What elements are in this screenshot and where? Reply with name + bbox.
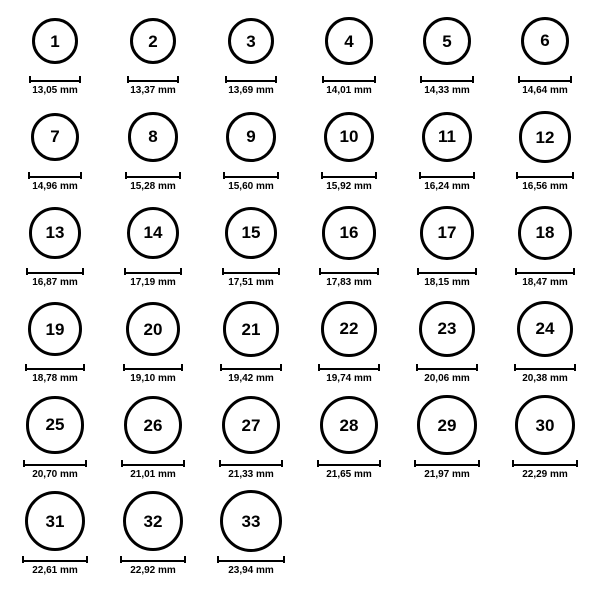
ring-diameter-value: 16,87 mm xyxy=(32,277,78,288)
ring-size-cell[interactable] xyxy=(104,296,202,392)
dimension-line-icon xyxy=(220,364,281,371)
ring-circle-wrap xyxy=(222,392,280,458)
ring-size-cell[interactable] xyxy=(104,8,202,104)
ring-size-label: 2 xyxy=(148,31,158,51)
dimension-line-icon xyxy=(417,268,476,275)
ring-circle-wrap xyxy=(419,296,475,362)
ring-circle-wrap xyxy=(28,296,82,362)
ring-circle-icon xyxy=(29,207,81,259)
dimension-line-icon xyxy=(416,364,478,371)
ring-size-label: 8 xyxy=(148,127,158,147)
ring-diameter-value: 19,74 mm xyxy=(326,373,372,384)
ring-circle-icon xyxy=(519,111,570,162)
dimension-indicator xyxy=(124,268,182,288)
ring-size-cell[interactable] xyxy=(104,104,202,200)
ring-size-cell[interactable] xyxy=(104,392,202,488)
ring-size-grid xyxy=(6,8,594,584)
ring-size-cell[interactable] xyxy=(6,200,104,296)
ring-circle-icon xyxy=(25,491,85,551)
dimension-indicator xyxy=(220,364,281,384)
dimension-indicator xyxy=(125,172,180,192)
ring-circle-icon xyxy=(220,490,282,552)
ring-size-label: 20 xyxy=(143,319,163,339)
ring-circle-icon xyxy=(515,395,575,455)
ring-diameter-value: 19,42 mm xyxy=(228,373,274,384)
ring-circle-wrap xyxy=(127,200,179,266)
ring-size-cell[interactable] xyxy=(300,296,398,392)
ring-size-label: 7 xyxy=(50,127,60,147)
ring-circle-wrap xyxy=(423,8,471,74)
dimension-indicator xyxy=(225,76,278,96)
dimension-line-icon xyxy=(223,172,279,179)
ring-circle-wrap xyxy=(26,392,83,458)
ring-size-label: 13 xyxy=(45,223,65,243)
ring-size-cell[interactable] xyxy=(300,8,398,104)
ring-size-cell[interactable] xyxy=(202,488,300,584)
dimension-line-icon xyxy=(217,556,285,563)
ring-circle-wrap xyxy=(517,296,574,362)
ring-size-label: 3 xyxy=(246,31,256,51)
dimension-indicator xyxy=(25,364,85,384)
dimension-line-icon xyxy=(420,76,474,83)
ring-size-label: 26 xyxy=(143,415,163,435)
dimension-line-icon xyxy=(512,460,578,467)
ring-circle-icon xyxy=(226,112,276,162)
dimension-line-icon xyxy=(123,364,184,371)
ring-circle-wrap xyxy=(521,8,569,74)
ring-circle-wrap xyxy=(320,392,379,458)
ring-circle-icon xyxy=(324,112,374,162)
dimension-line-icon xyxy=(414,460,479,467)
ring-circle-wrap xyxy=(29,200,81,266)
ring-size-cell[interactable] xyxy=(398,8,496,104)
dimension-line-icon xyxy=(29,76,81,83)
ring-size-label: 33 xyxy=(241,511,261,531)
ring-circle-wrap xyxy=(130,8,176,74)
ring-circle-icon xyxy=(222,396,280,454)
ring-diameter-value: 18,78 mm xyxy=(32,373,78,384)
dimension-indicator xyxy=(319,268,378,288)
ring-circle-icon xyxy=(32,18,78,64)
ring-circle-wrap xyxy=(128,104,177,170)
ring-circle-wrap xyxy=(124,392,182,458)
dimension-indicator xyxy=(321,172,377,192)
dimension-line-icon xyxy=(22,556,88,563)
dimension-line-icon xyxy=(225,76,278,83)
ring-size-cell[interactable] xyxy=(496,8,594,104)
ring-size-cell[interactable] xyxy=(6,488,104,584)
ring-circle-icon xyxy=(225,207,278,260)
ring-size-cell[interactable] xyxy=(202,392,300,488)
dimension-indicator xyxy=(127,76,179,96)
dimension-indicator xyxy=(120,556,187,576)
ring-diameter-value: 21,01 mm xyxy=(130,469,176,480)
dimension-line-icon xyxy=(127,76,179,83)
ring-circle-icon xyxy=(321,301,377,357)
dimension-line-icon xyxy=(124,268,182,275)
ring-circle-wrap xyxy=(324,104,374,170)
ring-size-cell[interactable] xyxy=(202,296,300,392)
ring-diameter-value: 21,97 mm xyxy=(424,469,470,480)
ring-size-cell[interactable] xyxy=(6,8,104,104)
ring-diameter-value: 22,29 mm xyxy=(522,469,568,480)
ring-size-label: 28 xyxy=(339,415,359,435)
ring-size-cell[interactable] xyxy=(496,392,594,488)
dimension-indicator xyxy=(26,268,84,288)
dimension-indicator xyxy=(515,268,575,288)
ring-circle-wrap xyxy=(519,104,570,170)
dimension-line-icon xyxy=(318,364,380,371)
dimension-indicator xyxy=(28,172,83,192)
ring-circle-icon xyxy=(223,301,278,356)
ring-circle-icon xyxy=(322,206,375,259)
ring-diameter-value: 16,56 mm xyxy=(522,181,568,192)
ring-circle-wrap xyxy=(32,8,78,74)
ring-diameter-value: 17,19 mm xyxy=(130,277,176,288)
ring-circle-icon xyxy=(28,302,82,356)
ring-circle-icon xyxy=(521,17,569,65)
dimension-indicator xyxy=(416,364,478,384)
ring-diameter-value: 14,01 mm xyxy=(326,85,372,96)
ring-diameter-value: 18,47 mm xyxy=(522,277,568,288)
ring-circle-wrap xyxy=(322,200,375,266)
ring-size-cell[interactable] xyxy=(202,104,300,200)
ring-circle-wrap xyxy=(420,200,473,266)
dimension-indicator xyxy=(417,268,476,288)
ring-size-label: 23 xyxy=(437,319,457,339)
ring-circle-icon xyxy=(517,301,574,358)
ring-diameter-value: 23,94 mm xyxy=(228,565,274,576)
dimension-indicator xyxy=(123,364,184,384)
ring-size-label: 14 xyxy=(143,223,163,243)
ring-size-label: 24 xyxy=(535,319,555,339)
ring-diameter-value: 20,06 mm xyxy=(424,373,470,384)
ring-circle-icon xyxy=(423,17,471,65)
ring-size-label: 18 xyxy=(535,223,555,243)
dimension-indicator xyxy=(420,76,474,96)
ring-circle-icon xyxy=(420,206,473,259)
ring-diameter-value: 22,61 mm xyxy=(32,565,78,576)
ring-circle-wrap xyxy=(417,392,476,458)
ring-circle-icon xyxy=(123,491,184,552)
dimension-indicator xyxy=(414,460,479,480)
dimension-line-icon xyxy=(121,460,185,467)
ring-circle-wrap xyxy=(225,200,278,266)
ring-size-label: 25 xyxy=(45,415,65,435)
dimension-line-icon xyxy=(28,172,83,179)
ring-circle-icon xyxy=(26,396,83,453)
ring-size-cell[interactable] xyxy=(398,392,496,488)
ring-circle-icon xyxy=(419,301,475,357)
ring-size-label: 5 xyxy=(442,31,452,51)
ring-circle-icon xyxy=(128,112,177,161)
dimension-line-icon xyxy=(322,76,375,83)
dimension-line-icon xyxy=(516,172,573,179)
ring-size-label: 21 xyxy=(241,319,261,339)
ring-size-label: 15 xyxy=(241,223,261,243)
ring-diameter-value: 22,92 mm xyxy=(130,565,176,576)
ring-size-cell[interactable] xyxy=(6,392,104,488)
ring-size-label: 11 xyxy=(438,127,456,147)
ring-size-cell[interactable] xyxy=(104,200,202,296)
ring-size-label: 9 xyxy=(246,127,256,147)
dimension-line-icon xyxy=(23,460,86,467)
dimension-line-icon xyxy=(125,172,180,179)
dimension-indicator xyxy=(23,460,86,480)
dimension-line-icon xyxy=(514,364,577,371)
ring-circle-wrap xyxy=(518,200,572,266)
ring-diameter-value: 16,24 mm xyxy=(424,181,470,192)
ring-circle-wrap xyxy=(220,488,282,554)
ring-diameter-value: 18,15 mm xyxy=(424,277,470,288)
ring-circle-wrap xyxy=(422,104,473,170)
ring-diameter-value: 15,92 mm xyxy=(326,181,372,192)
dimension-line-icon xyxy=(419,172,476,179)
dimension-indicator xyxy=(219,460,283,480)
dimension-indicator xyxy=(222,268,281,288)
ring-circle-wrap xyxy=(31,104,80,170)
ring-size-cell[interactable] xyxy=(496,200,594,296)
ring-size-cell[interactable] xyxy=(496,104,594,200)
ring-circle-wrap xyxy=(226,104,276,170)
dimension-line-icon xyxy=(321,172,377,179)
ring-circle-wrap xyxy=(515,392,575,458)
ring-circle-icon xyxy=(127,207,179,259)
ring-size-cell[interactable] xyxy=(398,200,496,296)
ring-diameter-value: 14,64 mm xyxy=(522,85,568,96)
ring-size-label: 29 xyxy=(437,415,457,435)
ring-diameter-value: 13,37 mm xyxy=(130,85,176,96)
dimension-line-icon xyxy=(515,268,575,275)
dimension-line-icon xyxy=(222,268,281,275)
ring-size-label: 4 xyxy=(344,31,354,51)
ring-diameter-value: 14,96 mm xyxy=(32,181,78,192)
ring-size-cell[interactable] xyxy=(300,104,398,200)
ring-size-label: 16 xyxy=(339,223,359,243)
dimension-indicator xyxy=(121,460,185,480)
ring-circle-icon xyxy=(518,206,572,260)
ring-size-label: 27 xyxy=(241,415,261,435)
ring-circle-wrap xyxy=(223,296,278,362)
dimension-line-icon xyxy=(319,268,378,275)
ring-diameter-value: 20,38 mm xyxy=(522,373,568,384)
ring-size-cell[interactable] xyxy=(104,488,202,584)
ring-circle-wrap xyxy=(325,8,372,74)
ring-diameter-value: 13,69 mm xyxy=(228,85,274,96)
ring-circle-wrap xyxy=(228,8,275,74)
dimension-line-icon xyxy=(120,556,187,563)
ring-circle-icon xyxy=(130,18,176,64)
ring-size-label: 6 xyxy=(540,31,550,51)
dimension-line-icon xyxy=(518,76,572,83)
ring-size-cell[interactable] xyxy=(496,296,594,392)
dimension-indicator xyxy=(322,76,375,96)
ring-size-label: 30 xyxy=(535,415,555,435)
dimension-indicator xyxy=(516,172,573,192)
ring-size-cell[interactable] xyxy=(202,200,300,296)
dimension-indicator xyxy=(22,556,88,576)
ring-size-label: 22 xyxy=(339,319,359,339)
ring-circle-wrap xyxy=(321,296,377,362)
ring-circle-icon xyxy=(228,18,275,65)
ring-circle-icon xyxy=(325,17,372,64)
dimension-indicator xyxy=(29,76,81,96)
ring-size-cell[interactable] xyxy=(202,8,300,104)
dimension-indicator xyxy=(217,556,285,576)
ring-diameter-value: 15,60 mm xyxy=(228,181,274,192)
ring-diameter-value: 15,28 mm xyxy=(130,181,176,192)
dimension-indicator xyxy=(223,172,279,192)
ring-size-cell[interactable] xyxy=(6,104,104,200)
dimension-line-icon xyxy=(26,268,84,275)
ring-size-label: 31 xyxy=(45,511,65,531)
dimension-line-icon xyxy=(25,364,85,371)
ring-size-cell[interactable] xyxy=(6,296,104,392)
ring-diameter-value: 14,33 mm xyxy=(424,85,470,96)
ring-diameter-value: 17,51 mm xyxy=(228,277,274,288)
dimension-line-icon xyxy=(219,460,283,467)
ring-circle-wrap xyxy=(123,488,184,554)
ring-size-label: 19 xyxy=(45,319,65,339)
ring-size-label: 1 xyxy=(50,31,60,51)
dimension-line-icon xyxy=(317,460,382,467)
ring-diameter-value: 13,05 mm xyxy=(32,85,78,96)
ring-circle-icon xyxy=(320,396,379,455)
ring-diameter-value: 21,65 mm xyxy=(326,469,372,480)
ring-diameter-value: 20,70 mm xyxy=(32,469,78,480)
ring-circle-wrap xyxy=(126,296,181,362)
dimension-indicator xyxy=(518,76,572,96)
dimension-indicator xyxy=(318,364,380,384)
ring-circle-icon xyxy=(422,112,473,163)
ring-diameter-value: 21,33 mm xyxy=(228,469,274,480)
dimension-indicator xyxy=(419,172,476,192)
dimension-indicator xyxy=(317,460,382,480)
ring-circle-icon xyxy=(417,395,476,454)
ring-circle-wrap xyxy=(25,488,85,554)
ring-circle-icon xyxy=(126,302,181,357)
ring-circle-icon xyxy=(124,396,182,454)
ring-size-label: 10 xyxy=(339,127,359,147)
ring-diameter-value: 19,10 mm xyxy=(130,373,176,384)
dimension-indicator xyxy=(514,364,577,384)
ring-size-cell[interactable] xyxy=(398,104,496,200)
ring-size-cell[interactable] xyxy=(300,200,398,296)
ring-size-label: 17 xyxy=(437,223,457,243)
ring-size-label: 12 xyxy=(535,127,555,147)
ring-diameter-value: 17,83 mm xyxy=(326,277,372,288)
ring-size-cell[interactable] xyxy=(398,296,496,392)
ring-size-label: 32 xyxy=(143,511,163,531)
dimension-indicator xyxy=(512,460,578,480)
ring-size-cell[interactable] xyxy=(300,392,398,488)
ring-circle-icon xyxy=(31,113,80,162)
